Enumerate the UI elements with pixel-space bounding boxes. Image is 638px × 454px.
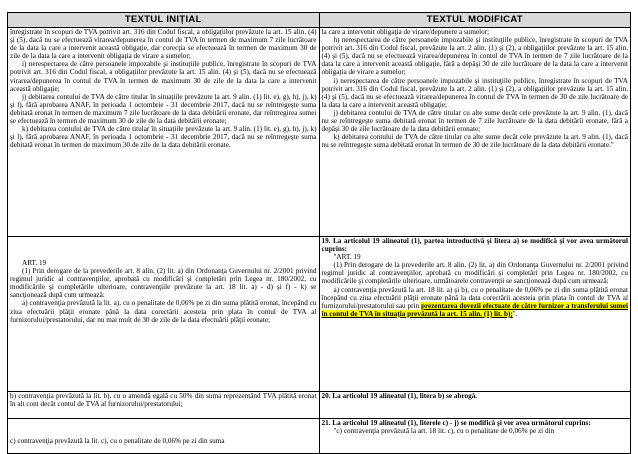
header-initial-text: TEXTUL INIȚIAL (8, 13, 320, 28)
table-row (8, 419, 631, 454)
cell-modified (319, 392, 631, 419)
cell-modified (319, 419, 631, 454)
paragraph: a) contravenţia prevăzută la art. 18 lit. a) şi b), cu o penalitate de 0,06% pe zi din suma plătită eronat începând cu ziua efectuării plăţii eronate până la data corectării acesteia prin plata în contul de TVA al furnizorului/prestatorului sau prin prezentarea dovezii efectuate de către furnizor a transferului sumei în contul de TVA în situaţia prevăzută la art. 15 alin. (1) lit. b);". (321, 285, 628, 318)
cell-initial (8, 392, 320, 419)
cell-modified (319, 237, 631, 392)
paragraph: k) debitarea contului de TVA de către titular cu alte sume decât cele prevăzute la art. 9 alin. (1), dacă nu se reîntregeşte suma debitată eronat în termen de 30 de zile lucrătoare de la data debitării eronate." (321, 133, 628, 150)
paragraph: "c) contravenţia prevăzută la art. 18 lit. c), cu o penalitate de 0,06% pe zi din (333, 427, 555, 436)
cell-initial (8, 237, 320, 392)
comparison-table (7, 12, 631, 454)
article-heading: "ART. 19 (333, 253, 361, 262)
paragraph: b) contravenţia prevăzută la lit. b), cu o amendă egală cu 50% din suma reprezentând TVA plătită eronat în alt cont decât contul de TVA al furnizorului/prestatorului; (10, 392, 317, 409)
cell-initial (8, 419, 320, 454)
table-row (8, 28, 631, 237)
header-modified-text: TEXTUL MODIFICAT (319, 13, 631, 28)
highlighted-text: prezentarea dovezii efectuate de către furnizor a transferului sumei în contul de TVA în situaţia prevăzută la art. 15 alin. (1) lit. b); (321, 301, 628, 318)
paragraph: (1) Prin derogare de la prevederile art. 8 alin. (2) lit. a) din Ordonanţa Guvernului nr. 2/2001 privind regimul juridic al contravenţiilor, aprobată cu modificări şi completări prin Legea nr. 180/2002, cu modificările şi completările ulterioare, următoarele contravenţii se sancţionează după cum urmează: (321, 261, 628, 286)
paragraph: i) nerespectarea de către persoanele impozabile şi instituţiile publice, înregistrate în scopuri de TVA potrivit art. 316 din Codul fiscal, prevăzute la art. 2 alin. (1) şi (2), a obligaţiilor prevăzute la art. 15 alin. (4) şi (5), dacă nu se efectuează virarea/depunerea în contul de TVA în termen de 30 de zile lucrătoare de la data la care a intervenit această obligaţie; (321, 76, 628, 109)
paragraph: h) nerespectarea de către persoanele impozabile şi instituţiile publice, înregistrate în scopuri de TVA potrivit art. 316 din Codul fiscal, prevăzute la art. 2 alin. (1) şi (2), a obligațiilor prevăzute la art. 15 alin. (4) şi (5), dacă nu se efectuează virarea/depunerea în contul de TVA în termen de 7 zile lucrătoare de la data la care a intervenit această obligaţie, fără a depăşi 30 de zile lucrătoare de la data la care a intervenit obligația de virare a sumelor; (321, 36, 628, 77)
paragraph: j) debitarea contului de TVA de către titular în situațiile prevăzute la art. 9 alin. (1) lit. e), g), h), j), k) şi l), fără aprobarea ANAF, în perioada 1 octombrie - 31 decembrie 2017, dacă nu se reîntregeşte suma debitată eronat în termen de maximum 7 zile lucrătoare de la data debitării eronate, dar reîntregirea sumei se efectuează în termen de maximum 30 de zile de la data debitării eronate; (10, 92, 317, 126)
paragraph: i) nerespectarea de către persoanele impozabile şi instituţiile publice, înregistrate în scopuri de TVA potrivit art. 316 din Codul fiscal, a obligaţiilor prevăzute la art. 15 alin. (4) şi (5), dacă nu se efectuează virarea/depunerea în contul de TVA în termen de maximum 30 de zile de la data la care a intervenit această obligaţie; (10, 60, 317, 93)
cell-initial (8, 28, 320, 237)
paragraph: k) debitarea contului de TVA de către titular în situațiile prevăzute la art. 9 alin. (1) lit. e), g), h), j), k) şi l), fără aprobarea ANAF, în perioada 1 octombrie - 31 decembrie 2017, dacă nu se reîntregeşte suma debitată eronat în termen de maximum 30 de zile de la data debitării eronate. (10, 125, 317, 150)
amendment-title: 19. La articolul 19 alineatul (1), partea introductivă şi litera a) se modifică şi vor avea următorul cuprins: (321, 237, 628, 254)
paragraph: la care a intervenit obligaţia de virare/depunere a sumelor; (321, 28, 490, 36)
paragraph: (1) Prin derogare de la prevederile art. 8 alin. (2) lit. a) din Ordonanţa Guvernului nr. 2/2001 privind regimul juridic al contravenţiilor, aprobată cu modificări şi completări prin Legea nr. 180/2002, cu modificările şi completările ulterioare, contravenţiile prevăzute la art. 18 lit. a) - d) şi f) - k) se sancţionează după cum urmează: (10, 267, 317, 300)
amendment-title: 20. La articolul 19 alineatul (1), litera b) se abrogă. (321, 392, 478, 400)
amendment-title: 21. La articolul 19 alineatul (1), literele c) - j) se modifică şi vor avea următorul cuprins: (321, 419, 591, 427)
paragraph: j) debitarea contului de TVA de către titular cu alte sume decât cele prevăzute la art. 9 alin. (1), dacă nu se reîntregeşte suma debitată eronat în termen de 7 zile lucrătoare de la data debitării eronate, fără a depăşi 30 de zile lucrătoare de la data debitării eronate; (321, 108, 628, 134)
paragraph: a) contravenţia prevăzută la lit. a), cu o penalitate de 0,06% pe zi din suma plătită eronat, începând cu ziua efectuării plăţii eronate până la data corectării acesteia prin plata în contul de TVA al furnizorului/prestatorului, dar nu mai mult de 30 de zile de la data efectuării plăţii eronate; (10, 299, 317, 324)
cell-modified (319, 28, 631, 237)
article-heading: ART. 19 (22, 259, 47, 267)
paragraph: c) contravenţia prevăzută la lit. c), cu o penalitate de 0,06% pe zi din suma (10, 437, 225, 445)
paragraph: înregistrate în scopuri de TVA potrivit art. 316 din Codul fiscal, a obligațiilor prevăzute la art. 15 alin. (4) şi (5), dacă nu se efectuează virarea/depunerea în contul de TVA în termen de maximum 7 zile lucrătoare de la data la care a intervenit această obligaţie, dar corecţia se efectuează în termen de maximum 30 de zile de la data la care a intervenit obligația de virare a sumelor; (10, 28, 317, 61)
table-row (8, 392, 631, 419)
table-row (8, 237, 631, 392)
